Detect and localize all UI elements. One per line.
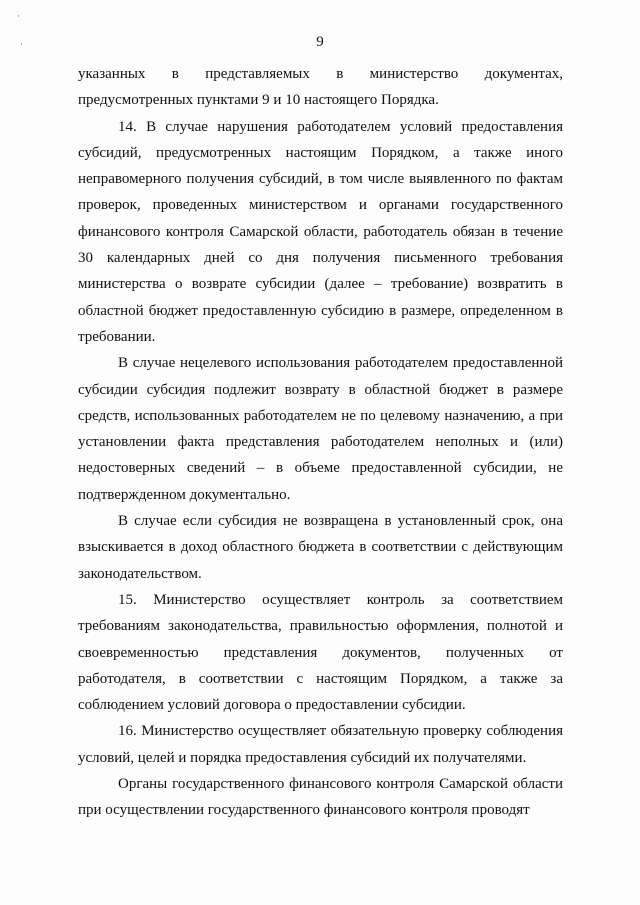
paragraph-clause-14: 14. В случае нарушения работодателем условий предоставления субсидий, предусмотренных настоящим Порядком, а также иного неправомерного получения субсидий, в том числе выявленного по фактам проверок, проведенных министерством и органами государственного финансового контроля Самарской области, работодатель обязан в течение 30 календарных дней со дня получения письменного требования министерства о возврате субсидии (далее – требование) возвратить в областной бюджет предоставленную субсидию в размере, определенном в требовании. (78, 118, 563, 345)
paragraph-continuation: указанных в представляемых в министерство документах, предусмотренных пунктами 9 и 10 настоящего Порядка. (78, 66, 563, 109)
paragraph-recovery: В случае если субсидия не возвращена в установленный срок, она взыскивается в доход областного бюджета в соответствии с действующим законодательством. (78, 513, 563, 582)
scan-mark: · (20, 39, 23, 49)
paragraph-misuse: В случае нецелевого использования работодателем предоставленной субсидии субсидия подлежит возврату в областной бюджет в размере средств, использованных работодателем не по целевому назначению, а при установлении факта представления работодателем неполных и (или) недостоверных сведений – в объеме предоставленной субсидии, не подтвержденном документально. (78, 355, 563, 503)
document-body (78, 61, 563, 824)
paragraph-clause-16: 16. Министерство осуществляет обязательную проверку соблюдения условий, целей и порядка предоставления субсидий их получателями. (78, 723, 563, 766)
page-number: 9 (316, 34, 324, 50)
paragraph-clause-15: 15. Министерство осуществляет контроль за соответствием требованиям законодательства, правильностью оформления, полнотой и своевременностью представления документов, полученных от работодателя, в соответствии с настоящим Порядком, а также за соблюдением условий договора о предоставлении субсидии. (78, 591, 563, 714)
scan-mark: · (17, 11, 20, 21)
paragraph-financial-control: Органы государственного финансового контроля Самарской области при осуществлении государственного финансового контроля проводят (78, 776, 563, 819)
